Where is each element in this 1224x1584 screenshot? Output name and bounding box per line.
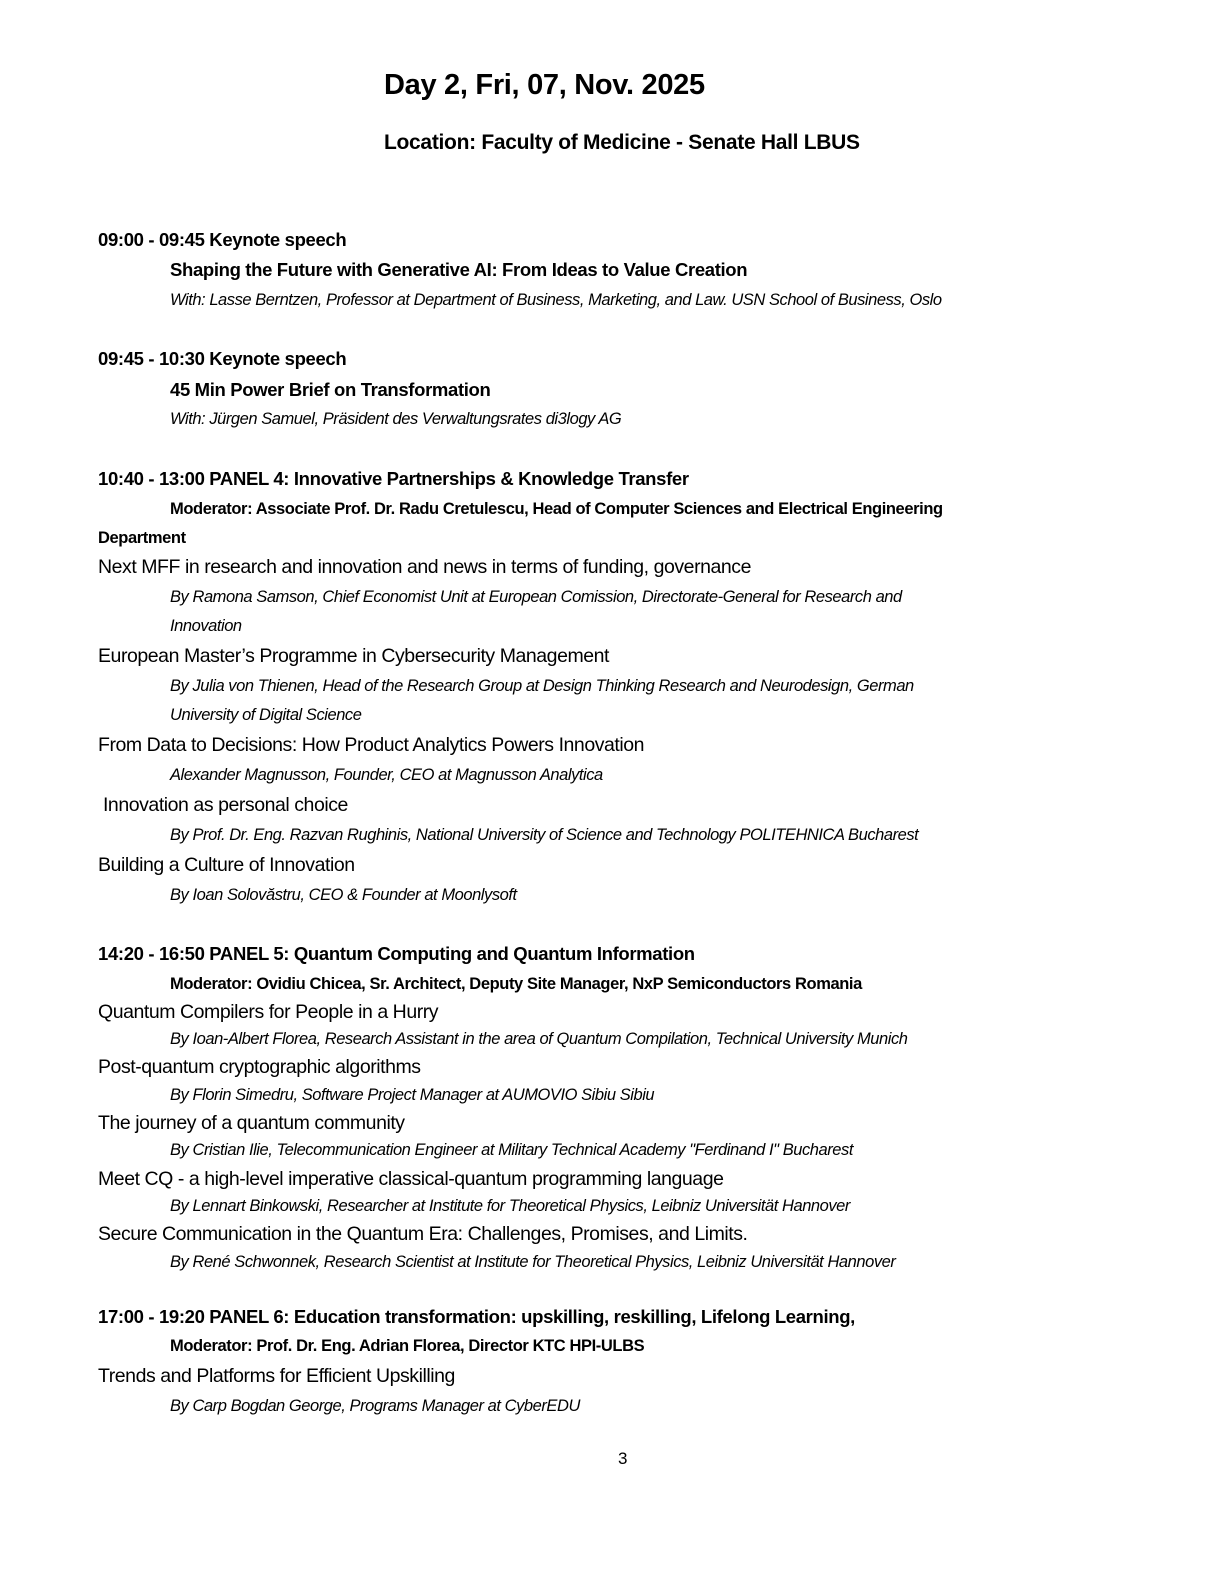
talk-speaker: By Cristian Ilie, Telecommunication Engineer at Military Technical Academy "Ferdinand I" Bucharest (170, 1141, 853, 1159)
talk-speaker: By Florin Simedru, Software Project Manager at AUMOVIO Sibiu Sibiu (170, 1086, 655, 1104)
speaker: With: Lasse Berntzen, Professor at Department of Business, Marketing, and Law. USN School of Business, Oslo (170, 291, 942, 309)
talk-title: Building a Culture of Innovation (98, 854, 355, 876)
talk-title: Post-quantum cryptographic algorithms (98, 1056, 421, 1078)
moderator: Moderator: Ovidiu Chicea, Sr. Architect, Deputy Site Manager, NxP Semiconductors Romania (170, 975, 862, 993)
talk-speaker: By Lennart Binkowski, Researcher at Institute for Theoretical Physics, Leibniz Universität Hannover (170, 1197, 850, 1215)
talk-title: Trends and Platforms for Efficient Upskilling (98, 1365, 455, 1387)
talk-title: Next MFF in research and innovation and news in terms of funding, governance (98, 556, 752, 578)
session-heading: 10:40 - 13:00 PANEL 4: Innovative Partnerships & Knowledge Transfer (98, 468, 689, 489)
talk-title: European Master’s Programme in Cybersecurity Management (98, 645, 610, 667)
session-heading: 14:20 - 16:50 PANEL 5: Quantum Computing and Quantum Information (98, 943, 695, 964)
talk-title: Secure Communication in the Quantum Era: Challenges, Promises, and Limits. (98, 1223, 748, 1245)
speaker: With: Jürgen Samuel, Präsident des Verwaltungsrates di3logy AG (170, 410, 622, 428)
session-heading: 09:00 - 09:45 Keynote speech (98, 229, 347, 250)
page-number: 3 (618, 1449, 628, 1468)
talk-speaker: By Prof. Dr. Eng. Razvan Rughinis, National University of Science and Technology POLITEHNICA Bucharest (170, 826, 919, 844)
talk-speaker-continued: University of Digital Science (170, 706, 362, 724)
talk-speaker: By René Schwonnek, Research Scientist at Institute for Theoretical Physics, Leibniz Universität Hannover (170, 1253, 896, 1271)
session-subtitle: Shaping the Future with Generative AI: From Ideas to Value Creation (170, 259, 748, 280)
talk-speaker: By Ramona Samson, Chief Economist Unit at European Comission, Directorate-General for Research and (170, 588, 902, 606)
moderator: Moderator: Associate Prof. Dr. Radu Cretulescu, Head of Computer Sciences and Electrical Engineering (170, 500, 943, 518)
talk-speaker: By Carp Bogdan George, Programs Manager at CyberEDU (170, 1397, 580, 1415)
location: Location: Faculty of Medicine - Senate Hall LBUS (384, 131, 860, 154)
moderator: Moderator: Prof. Dr. Eng. Adrian Florea, Director KTC HPI-ULBS (170, 1337, 645, 1355)
talk-speaker: By Ioan-Albert Florea, Research Assistant in the area of Quantum Compilation, Technical University Munich (170, 1030, 908, 1048)
talk-title: The journey of a quantum community (98, 1112, 405, 1134)
talk-title: Meet CQ - a high-level imperative classical-quantum programming language (98, 1168, 724, 1190)
session-heading: 17:00 - 19:20 PANEL 6: Education transformation: upskilling, reskilling, Lifelong Learning, (98, 1306, 855, 1327)
talk-speaker: Alexander Magnusson, Founder, CEO at Magnusson Analytica (170, 766, 603, 784)
talk-title: Quantum Compilers for People in a Hurry (98, 1001, 439, 1023)
talk-speaker: By Ioan Solovăstru, CEO & Founder at Moonlysoft (170, 886, 517, 904)
talk-speaker-continued: Innovation (170, 617, 242, 635)
moderator-continued: Department (98, 529, 186, 547)
talk-speaker: By Julia von Thienen, Head of the Research Group at Design Thinking Research and Neurodesign, German (170, 677, 914, 695)
talk-title: From Data to Decisions: How Product Analytics Powers Innovation (98, 734, 645, 756)
session-heading: 09:45 - 10:30 Keynote speech (98, 348, 347, 369)
session-subtitle: 45 Min Power Brief on Transformation (170, 379, 491, 400)
page-title: Day 2, Fri, 07, Nov. 2025 (384, 69, 705, 101)
talk-title: Innovation as personal choice (98, 794, 348, 816)
